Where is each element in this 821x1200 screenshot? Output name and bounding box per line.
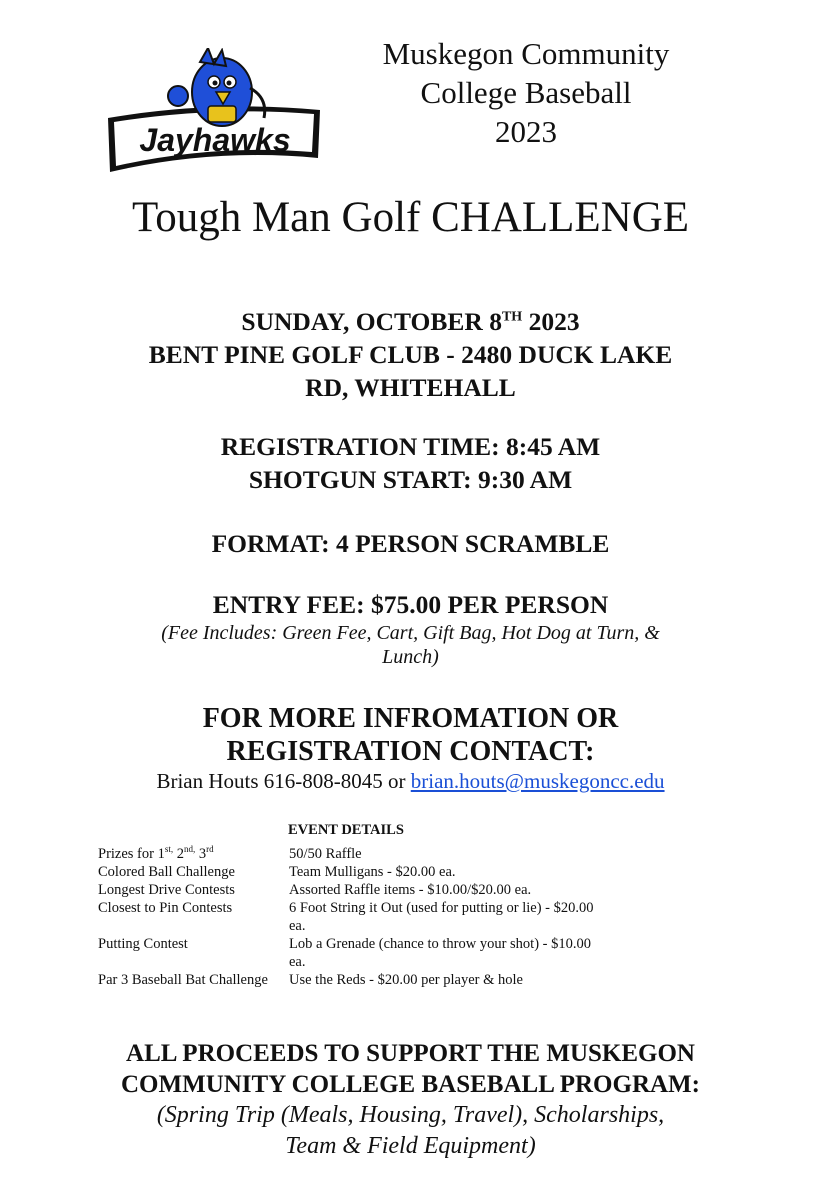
venue-line-1: BENT PINE GOLF CLUB - 2480 DUCK LAKE (148, 340, 673, 369)
details-row (98, 899, 618, 935)
contact-section (0, 702, 821, 794)
details-right: Use the Reds - $20.00 per player & hole (289, 972, 523, 988)
details-left: Closest to Pin Contests (98, 900, 233, 916)
header-line-2: College Baseball (420, 75, 632, 110)
details-row (98, 845, 618, 863)
details-row (98, 881, 618, 899)
page-title: Tough Man Golf CHALLENGE (131, 194, 690, 241)
event-details-table (98, 845, 618, 989)
details-row (98, 935, 618, 971)
event-date: SUNDAY, OCTOBER 8TH 2023 (241, 307, 580, 336)
event-times (0, 430, 821, 496)
details-left: Longest Drive Contests (98, 882, 235, 898)
details-left: Par 3 Baseball Bat Challenge (98, 972, 268, 988)
jayhawk-mascot-icon (104, 48, 326, 176)
proceeds-note-2: Team & Field Equipment) (285, 1133, 536, 1159)
proceeds-note-1: (Spring Trip (Meals, Housing, Travel), Scholarships, (156, 1102, 665, 1128)
logo-wordmark: Jayhawks (139, 122, 291, 158)
contact-heading-1: FOR MORE INFROMATION OR (202, 703, 619, 734)
proceeds-section (0, 1038, 821, 1162)
venue-line-2: RD, WHITEHALL (305, 373, 516, 402)
event-format: FORMAT: 4 PERSON SCRAMBLE (211, 529, 610, 558)
details-left: Putting Contest (98, 936, 188, 952)
entry-fee-section (0, 588, 821, 669)
details-right: Assorted Raffle items - $10.00/$20.00 ea. (289, 882, 532, 898)
contact-heading-2: REGISTRATION CONTACT: (226, 736, 595, 767)
details-right: Lob a Grenade (chance to throw your shot) - $10.00 ea. (289, 936, 591, 970)
details-row (98, 971, 618, 989)
contact-line (0, 768, 821, 794)
fee-note-line-2: Lunch) (382, 646, 439, 668)
details-right: 6 Foot String it Out (used for putting or lie) - $20.00 ea. (289, 900, 594, 934)
event-date-venue (0, 305, 821, 404)
details-left: Colored Ball Challenge (98, 864, 235, 880)
fee-note-line-1: (Fee Includes: Green Fee, Cart, Gift Bag, Hot Dog at Turn, & (161, 622, 660, 644)
header-line-3: 2023 (495, 114, 557, 149)
event-details-heading: EVENT DETAILS (288, 822, 404, 838)
entry-fee: ENTRY FEE: $75.00 PER PERSON (212, 590, 609, 619)
shotgun-start: SHOTGUN START: 9:30 AM (248, 465, 573, 494)
header-title (350, 34, 702, 151)
details-left: Prizes for $1^{st,}$ $2^{nd,}$ 3rd (98, 844, 214, 862)
contact-name-phone: Brian Houts 616-808-8045 or (156, 769, 411, 793)
contact-email-link[interactable]: brian.houts@muskegoncc.edu (410, 769, 665, 793)
header-line-1: Muskegon Community (382, 36, 670, 71)
proceeds-line-1: ALL PROCEEDS TO SUPPORT THE MUSKEGON (126, 1040, 695, 1067)
proceeds-line-2: COMMUNITY COLLEGE BASEBALL PROGRAM: (121, 1071, 700, 1098)
details-right: Team Mulligans - $20.00 ea. (289, 864, 456, 880)
details-row (98, 863, 618, 881)
registration-time: REGISTRATION TIME: 8:45 AM (220, 432, 601, 461)
details-right: 50/50 Raffle (289, 846, 362, 862)
jayhawks-logo (104, 48, 326, 176)
